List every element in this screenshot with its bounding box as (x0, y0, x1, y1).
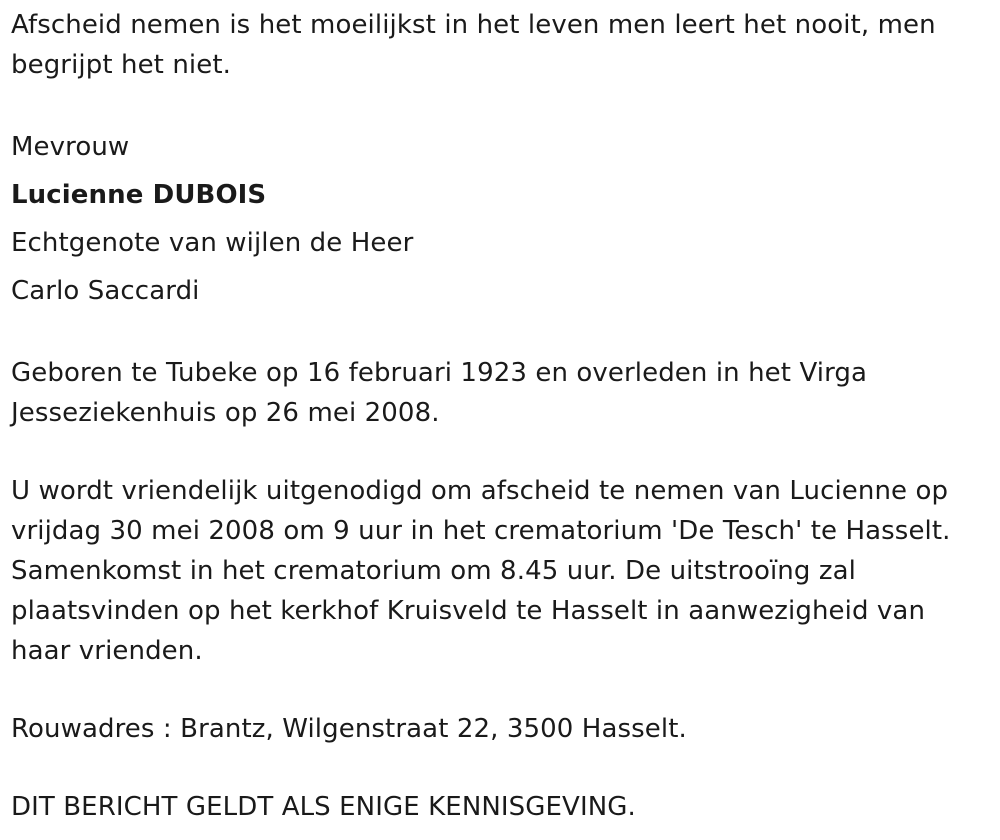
spacer (11, 749, 991, 787)
relation-text: Echtgenote van wijlen de Heer (11, 228, 414, 258)
obituary-document (11, 0, 991, 827)
deceased-block (11, 123, 991, 315)
spacer (11, 433, 991, 471)
spacer (11, 85, 991, 123)
spacer (11, 315, 991, 353)
spouse-name: Carlo Saccardi (11, 276, 200, 306)
invitation-paragraph: U wordt vriendelijk uitgenodigd om afscheid te nemen van Lucienne op vrijdag 30 mei 2008 om 9 uur in het crematorium 'De Tesch' te Hasselt. Samenkomst in het crematorium om 8.45 uur. De uitstrooïng zal plaatsvinden op het kerkhof Kruisveld te Hasselt in aanwezigheid van haar vrienden. (11, 476, 951, 666)
notice-text: DIT BERICHT GELDT ALS ENIGE KENNISGEVING. (11, 792, 636, 822)
spacer (11, 671, 991, 709)
intro-quote: Afscheid nemen is het moeilijkst in het leven men leert het nooit, men begrijpt het niet. (11, 10, 936, 80)
deceased-name: Lucienne DUBOIS (11, 180, 267, 210)
mourning-address: Rouwadres : Brantz, Wilgenstraat 22, 3500 Hasselt. (11, 714, 687, 744)
honorific: Mevrouw (11, 132, 130, 162)
birth-death-paragraph: Geboren te Tubeke op 16 februari 1923 en overleden in het Virga Jesseziekenhuis op 26 mei 2008. (11, 358, 868, 428)
